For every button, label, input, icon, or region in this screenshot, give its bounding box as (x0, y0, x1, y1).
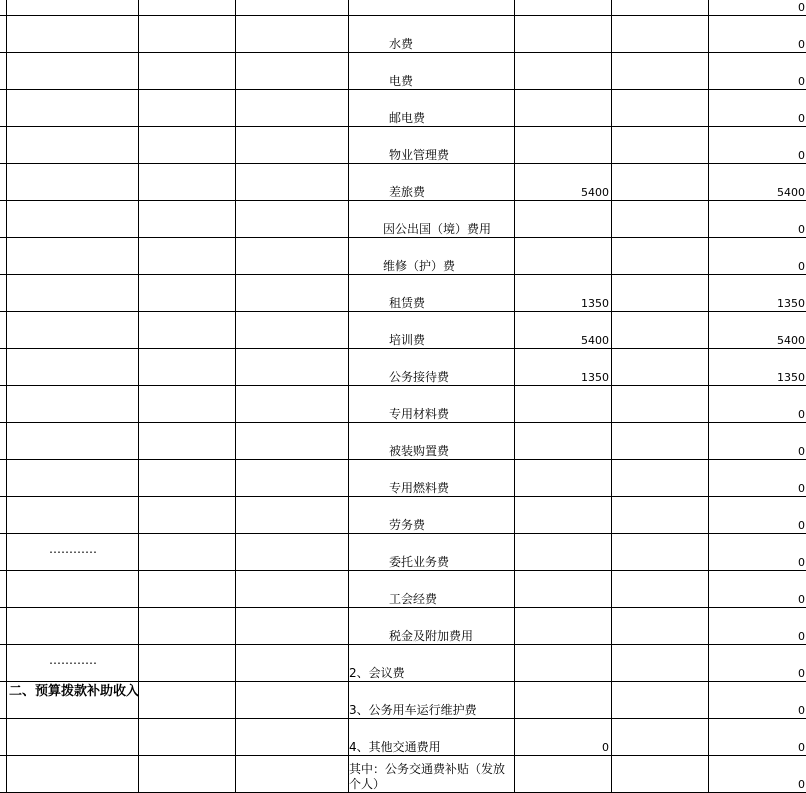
amount-cell[interactable] (515, 460, 612, 497)
total-cell[interactable] (709, 90, 806, 127)
amount-cell[interactable] (612, 460, 709, 497)
item-cell[interactable] (349, 312, 515, 349)
total-value: 0 (798, 260, 805, 274)
category-cell[interactable] (7, 386, 139, 423)
item-label: 培训费 (349, 331, 425, 348)
total-value: 0 (798, 482, 805, 496)
amount-cell[interactable] (515, 53, 612, 90)
total-value: 0 (798, 519, 805, 533)
empty-cell[interactable] (139, 682, 236, 719)
total-cell[interactable] (709, 164, 806, 201)
item-cell[interactable] (349, 645, 515, 682)
empty-cell[interactable] (236, 127, 349, 164)
category-cell[interactable] (7, 238, 139, 275)
category-cell[interactable] (7, 423, 139, 460)
category-cell[interactable] (7, 608, 139, 645)
amount-cell[interactable] (612, 16, 709, 53)
empty-cell[interactable] (236, 238, 349, 275)
empty-cell[interactable] (139, 571, 236, 608)
amount-cell[interactable] (515, 312, 612, 349)
total-value: 0 (798, 445, 805, 459)
category-cell[interactable] (7, 90, 139, 127)
total-cell[interactable] (709, 16, 806, 53)
table-row (0, 645, 806, 682)
total-value: 0 (798, 741, 805, 755)
item-label: 2、会议费 (349, 664, 405, 681)
category-cell[interactable] (7, 275, 139, 312)
ellipsis-text: ………… (49, 542, 97, 556)
item-label: 3、公务用车运行维护费 (349, 701, 477, 718)
table-row (0, 719, 806, 756)
item-label: 其中：公务交通费补贴（发放个人） (349, 762, 509, 792)
empty-cell[interactable] (236, 608, 349, 645)
empty-cell[interactable] (139, 497, 236, 534)
category-cell[interactable] (7, 645, 139, 682)
item-cell[interactable] (349, 460, 515, 497)
amount-cell[interactable] (612, 497, 709, 534)
item-label: 委托业务费 (349, 553, 449, 570)
empty-cell[interactable] (139, 164, 236, 201)
empty-cell[interactable] (139, 349, 236, 386)
empty-cell[interactable] (236, 460, 349, 497)
empty-cell[interactable] (236, 682, 349, 719)
amount-cell[interactable] (515, 719, 612, 756)
table-row (0, 312, 806, 349)
amount-value: 5400 (581, 186, 609, 200)
item-label: 专用材料费 (349, 405, 449, 422)
amount-cell[interactable] (515, 16, 612, 53)
empty-cell[interactable] (236, 756, 349, 793)
amount-cell[interactable] (515, 497, 612, 534)
amount-cell[interactable] (612, 90, 709, 127)
table-row (0, 423, 806, 460)
total-cell[interactable] (709, 682, 806, 719)
amount-cell[interactable] (515, 608, 612, 645)
amount-cell[interactable] (515, 682, 612, 719)
item-label: 邮电费 (349, 109, 425, 126)
total-cell[interactable] (709, 645, 806, 682)
empty-cell[interactable] (139, 423, 236, 460)
table-row (0, 127, 806, 164)
item-label: 租赁费 (349, 294, 425, 311)
empty-cell[interactable] (236, 16, 349, 53)
table-row (0, 16, 806, 53)
table-row (0, 90, 806, 127)
amount-cell[interactable] (612, 608, 709, 645)
total-value: 0 (798, 704, 805, 718)
empty-cell[interactable] (139, 312, 236, 349)
category-cell[interactable] (7, 460, 139, 497)
item-cell[interactable] (349, 349, 515, 386)
item-cell[interactable] (349, 0, 515, 16)
total-cell[interactable] (709, 53, 806, 90)
table-row (0, 756, 806, 793)
empty-cell[interactable] (139, 90, 236, 127)
amount-cell[interactable] (515, 238, 612, 275)
item-cell[interactable] (349, 275, 515, 312)
item-label: 工会经费 (349, 590, 437, 607)
total-cell[interactable] (709, 423, 806, 460)
total-value: 5400 (777, 334, 805, 348)
empty-cell[interactable] (139, 201, 236, 238)
total-cell[interactable] (709, 386, 806, 423)
item-cell[interactable] (349, 238, 515, 275)
empty-cell[interactable] (236, 90, 349, 127)
amount-value: 5400 (581, 334, 609, 348)
empty-cell[interactable] (139, 460, 236, 497)
empty-cell[interactable] (139, 16, 236, 53)
empty-cell[interactable] (139, 386, 236, 423)
amount-cell[interactable] (612, 756, 709, 793)
empty-cell[interactable] (139, 127, 236, 164)
total-value: 0 (798, 778, 805, 792)
table-row (0, 201, 806, 238)
empty-cell[interactable] (236, 423, 349, 460)
item-cell[interactable] (349, 571, 515, 608)
empty-cell[interactable] (139, 238, 236, 275)
empty-cell[interactable] (139, 53, 236, 90)
category-cell[interactable] (7, 127, 139, 164)
amount-value: 1350 (581, 297, 609, 311)
empty-cell[interactable] (236, 164, 349, 201)
empty-cell[interactable] (236, 0, 349, 16)
empty-cell[interactable] (139, 534, 236, 571)
amount-cell[interactable] (612, 0, 709, 16)
item-label: 维修（护）费 (349, 257, 455, 274)
category-cell[interactable] (7, 571, 139, 608)
table-row (0, 349, 806, 386)
category-cell[interactable] (7, 719, 139, 756)
empty-cell[interactable] (236, 645, 349, 682)
total-value: 0 (798, 38, 805, 52)
table-row (0, 460, 806, 497)
empty-cell[interactable] (139, 756, 236, 793)
total-cell[interactable] (709, 756, 806, 793)
item-cell[interactable] (349, 164, 515, 201)
total-cell[interactable] (709, 312, 806, 349)
amount-cell[interactable] (515, 164, 612, 201)
empty-cell[interactable] (236, 201, 349, 238)
amount-cell[interactable] (612, 238, 709, 275)
empty-cell[interactable] (236, 534, 349, 571)
total-cell[interactable] (709, 460, 806, 497)
category-cell[interactable] (7, 534, 139, 571)
item-cell[interactable] (349, 16, 515, 53)
total-cell[interactable] (709, 608, 806, 645)
item-label: 电费 (349, 72, 413, 89)
amount-cell[interactable] (612, 423, 709, 460)
item-cell[interactable] (349, 534, 515, 571)
item-label: 因公出国（境）费用 (349, 220, 491, 237)
table-row (0, 164, 806, 201)
amount-cell[interactable] (612, 534, 709, 571)
category-cell[interactable] (7, 756, 139, 793)
category-cell[interactable] (7, 164, 139, 201)
item-cell[interactable] (349, 682, 515, 719)
empty-cell[interactable] (236, 719, 349, 756)
amount-cell[interactable] (515, 571, 612, 608)
item-cell[interactable] (349, 53, 515, 90)
table-row (0, 238, 806, 275)
total-value: 5400 (777, 186, 805, 200)
amount-cell[interactable] (515, 349, 612, 386)
empty-cell[interactable] (236, 312, 349, 349)
total-value: 1350 (777, 297, 805, 311)
item-label: 被装购置费 (349, 442, 449, 459)
total-value: 0 (798, 556, 805, 570)
total-cell[interactable] (709, 0, 806, 16)
total-value: 0 (798, 667, 805, 681)
total-cell[interactable] (709, 275, 806, 312)
amount-cell[interactable] (612, 682, 709, 719)
category-cell[interactable] (7, 53, 139, 90)
amount-cell[interactable] (612, 312, 709, 349)
category-cell[interactable] (7, 349, 139, 386)
table-row (0, 386, 806, 423)
amount-cell[interactable] (612, 127, 709, 164)
ellipsis-text: ………… (49, 653, 97, 667)
amount-cell[interactable] (515, 386, 612, 423)
amount-cell[interactable] (612, 349, 709, 386)
item-label: 4、其他交通费用 (349, 738, 441, 755)
category-cell[interactable] (7, 16, 139, 53)
amount-cell[interactable] (515, 275, 612, 312)
item-label: 差旅费 (349, 183, 425, 200)
total-value: 0 (798, 149, 805, 163)
category-cell[interactable] (7, 201, 139, 238)
amount-cell[interactable] (515, 0, 612, 16)
item-cell[interactable] (349, 608, 515, 645)
amount-cell[interactable] (515, 90, 612, 127)
empty-cell[interactable] (236, 349, 349, 386)
amount-cell[interactable] (612, 201, 709, 238)
item-label: 税金及附加费用 (349, 627, 473, 644)
table-row (0, 608, 806, 645)
item-label: 公务接待费 (349, 368, 449, 385)
total-value: 0 (798, 223, 805, 237)
table-row (0, 497, 806, 534)
amount-value: 0 (602, 741, 609, 755)
empty-cell[interactable] (139, 719, 236, 756)
empty-cell[interactable] (236, 53, 349, 90)
item-label: 专用燃料费 (349, 479, 449, 496)
total-cell[interactable] (709, 238, 806, 275)
item-label: 水费 (349, 35, 413, 52)
total-value: 1350 (777, 371, 805, 385)
total-cell[interactable] (709, 127, 806, 164)
item-label: 劳务费 (349, 516, 425, 533)
total-cell[interactable] (709, 201, 806, 238)
category-cell[interactable] (7, 0, 139, 16)
table-row (0, 275, 806, 312)
empty-cell[interactable] (236, 497, 349, 534)
total-value: 0 (798, 1, 805, 15)
item-cell[interactable] (349, 497, 515, 534)
amount-cell[interactable] (612, 53, 709, 90)
amount-cell[interactable] (612, 164, 709, 201)
total-value: 0 (798, 75, 805, 89)
empty-cell[interactable] (139, 608, 236, 645)
amount-cell[interactable] (515, 201, 612, 238)
table-row (0, 571, 806, 608)
empty-cell[interactable] (139, 275, 236, 312)
amount-cell[interactable] (612, 719, 709, 756)
amount-cell[interactable] (515, 645, 612, 682)
empty-cell[interactable] (236, 275, 349, 312)
amount-cell[interactable] (612, 386, 709, 423)
amount-value: 1350 (581, 371, 609, 385)
table-row (0, 53, 806, 90)
empty-cell[interactable] (139, 645, 236, 682)
item-cell[interactable] (349, 423, 515, 460)
total-value: 0 (798, 630, 805, 644)
item-cell[interactable] (349, 386, 515, 423)
total-cell[interactable] (709, 534, 806, 571)
amount-cell[interactable] (515, 127, 612, 164)
table-row (0, 682, 806, 719)
amount-cell[interactable] (515, 423, 612, 460)
amount-cell[interactable] (515, 756, 612, 793)
category-cell[interactable] (7, 312, 139, 349)
empty-cell[interactable] (236, 571, 349, 608)
amount-cell[interactable] (612, 645, 709, 682)
amount-cell[interactable] (612, 571, 709, 608)
table-row (0, 534, 806, 571)
total-value: 0 (798, 593, 805, 607)
total-cell[interactable] (709, 571, 806, 608)
empty-cell[interactable] (139, 0, 236, 16)
total-cell[interactable] (709, 497, 806, 534)
amount-cell[interactable] (612, 275, 709, 312)
category-cell[interactable] (7, 682, 139, 719)
item-cell[interactable] (349, 201, 515, 238)
total-cell[interactable] (709, 349, 806, 386)
total-value: 0 (798, 112, 805, 126)
category-cell[interactable] (7, 497, 139, 534)
table-row (0, 0, 806, 16)
total-cell[interactable] (709, 719, 806, 756)
category-label: 二、预算拨款补助收入 (9, 685, 144, 699)
item-cell[interactable] (349, 756, 515, 793)
item-cell[interactable] (349, 90, 515, 127)
total-value: 0 (798, 408, 805, 422)
amount-cell[interactable] (515, 534, 612, 571)
item-cell[interactable] (349, 719, 515, 756)
item-label: 物业管理费 (349, 146, 449, 163)
item-cell[interactable] (349, 127, 515, 164)
empty-cell[interactable] (236, 386, 349, 423)
